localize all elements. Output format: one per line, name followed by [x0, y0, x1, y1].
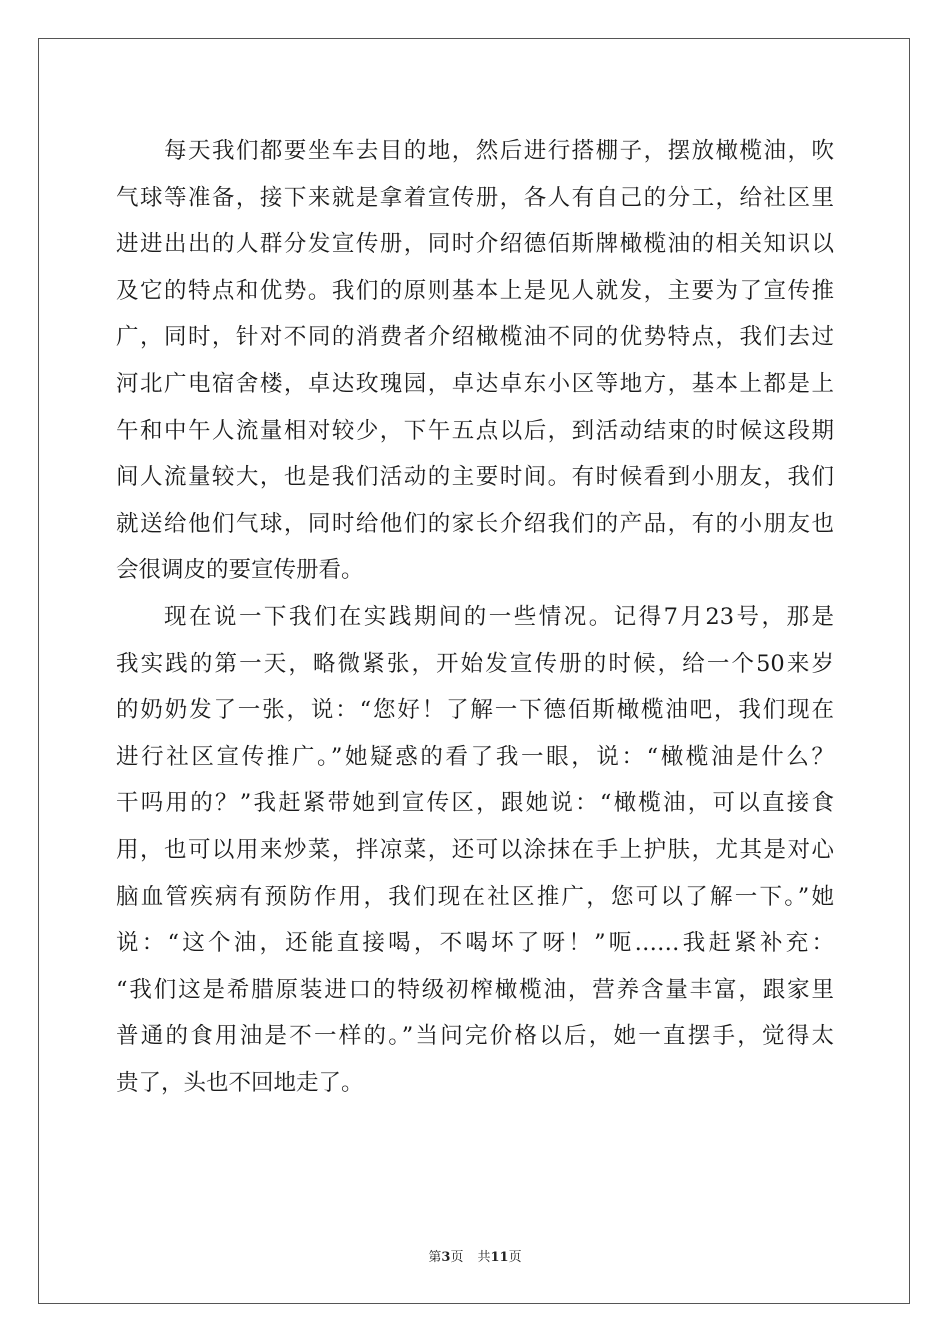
text-line: 间人流量较大，也是我们活动的主要时间。有时候看到小朋友，我们	[116, 464, 834, 491]
text-line: 干吗用的？”我赶紧带她到宣传区，跟她说：“橄榄油，可以直接食	[116, 790, 834, 817]
footer-total-suffix: 页	[508, 1250, 522, 1265]
text-line: 进进出出的人群分发宣传册，同时介绍德佰斯牌橄榄油的相关知识以	[116, 231, 834, 258]
text-line: 我实践的第一天，略微紧张，开始发宣传册的时候，给一个50来岁	[116, 650, 834, 677]
footer-page-prefix: 第	[428, 1250, 442, 1265]
text-line: 及它的特点和优势。我们的原则基本上是见人就发，主要为了宣传推	[116, 277, 834, 304]
footer-page-current: 3	[441, 1250, 451, 1265]
text-line: 就送给他们气球，同时给他们的家长介绍我们的产品，有的小朋友也	[116, 510, 834, 537]
text-line: 普通的食用油是不一样的。”当问完价格以后，她一直摆手，觉得太	[116, 1023, 834, 1050]
paragraph-1	[116, 128, 834, 594]
text-line: 广，同时，针对不同的消费者介绍橄榄油不同的优势特点，我们去过	[116, 324, 834, 351]
text-line: 说：“这个油，还能直接喝，不喝坏了呀！”呃……我赶紧补充：	[116, 930, 834, 957]
text-line: 每天我们都要坐车去目的地，然后进行搭棚子，摆放橄榄油，吹	[164, 138, 834, 164]
page-footer	[0, 1246, 950, 1265]
text-line: 现在说一下我们在实践期间的一些情况。记得7月23号，那是	[164, 603, 834, 630]
text-line: 气球等准备，接下来就是拿着宣传册，各人有自己的分工，给社区里	[116, 184, 834, 211]
text-line: 用，也可以用来炒菜，拌凉菜，还可以涂抹在手上护肤，尤其是对心	[116, 836, 834, 863]
footer-page-total: 11	[490, 1250, 509, 1265]
text-line: 的奶奶发了一张，说：“您好！了解一下德佰斯橄榄油吧，我们现在	[116, 697, 834, 724]
footer-total-prefix: 共	[477, 1250, 491, 1265]
text-line: “我们这是希腊原装进口的特级初榨橄榄油，营养含量丰富，跟家里	[116, 976, 834, 1003]
text-line: 脑血管疾病有预防作用，我们现在社区推广，您可以了解一下。”她	[116, 883, 834, 910]
document-body	[116, 128, 834, 1106]
text-line: 河北广电宿舍楼，卓达玫瑰园，卓达卓东小区等地方，基本上都是上	[116, 370, 834, 397]
paragraph-2	[116, 594, 834, 1107]
footer-page-suffix: 页	[450, 1250, 464, 1265]
text-line: 午和中午人流量相对较少，下午五点以后，到活动结束的时候这段期	[116, 417, 834, 444]
text-line: 进行社区宣传推广。”她疑惑的看了我一眼，说：“橄榄油是什么？	[116, 743, 834, 770]
text-line: 会很调皮的要宣传册看。	[116, 557, 364, 584]
text-line: 贵了，头也不回地走了。	[116, 1069, 364, 1096]
